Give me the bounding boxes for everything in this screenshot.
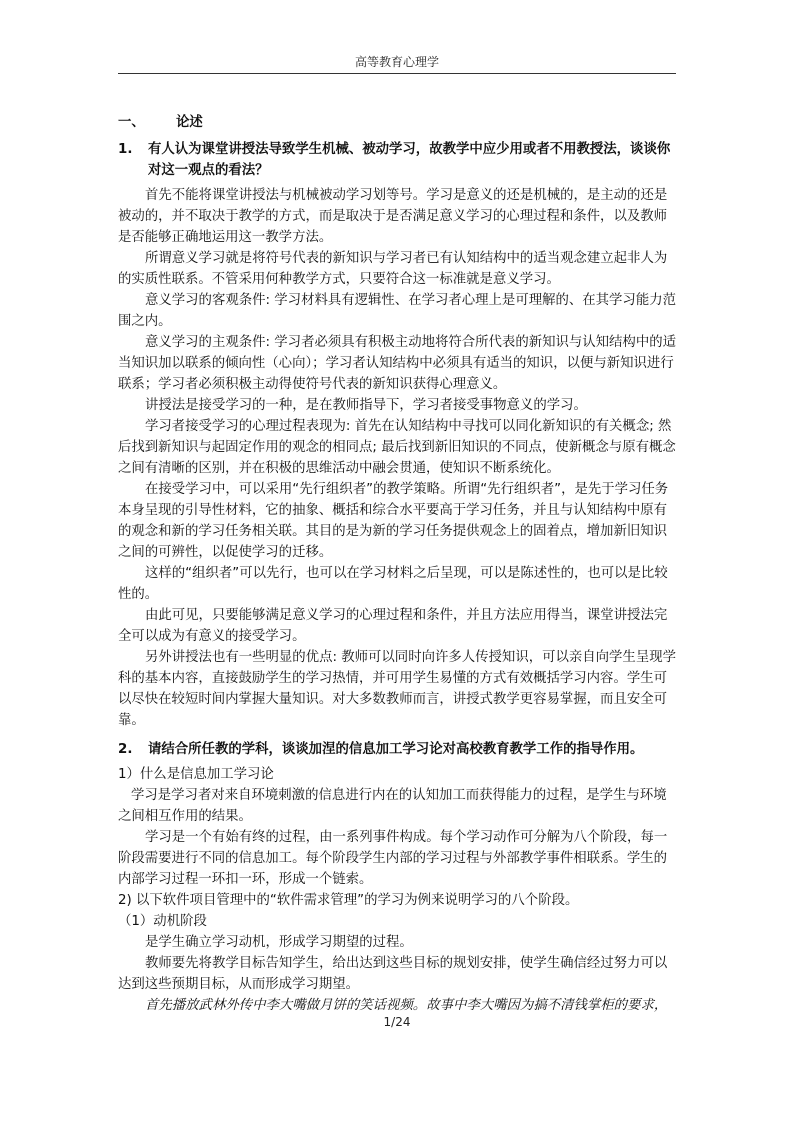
question-text: 有人认为课堂讲授法导致学生机械、被动学习，故教学中应少用或者不用教授法，谈谈你对这一观点的看法？ xyxy=(148,142,671,178)
paragraph: 这样的“组织者”可以先行，也可以在学习材料之后呈现，可以是陈述性的，也可以是比较性的。 xyxy=(118,566,668,602)
paragraph: 是学生确立学习动机，形成学习期望的过程。 xyxy=(145,935,413,950)
subheading: （1）动机阶段 xyxy=(118,914,207,929)
paragraph: 意义学习的主观条件: 学习者必须具有积极主动地将符合所代表的新知识与认知结构中的适当知识加以联系的倾向性（心向）；学习者认知结构中必须具有适当的知识，以便与新知识进行联系；学习者必须积极主动得使符号代表的新知识获得心理意义。 xyxy=(118,335,676,392)
subheading: 1）什么是信息加工学习论 xyxy=(118,767,274,782)
subheading: 2) 以下软件项目管理中的“软件需求管理”的学习为例来说明学习的八个阶段。 xyxy=(118,893,579,908)
question-1 xyxy=(118,139,676,181)
paragraph: 学习者接受学习的心理过程表现为: 首先在认知结构中寻找可以同化新知识的有关概念; 然后找到新知识与起固定作用的观念的相同点; 最后找到新旧知识的不同点，使新概念与原有概念之间有清晰的区别，并在积极的思维活动中融会贯通，使知识不断系统化。 xyxy=(118,419,676,476)
paragraph: 教师要先将教学目标告知学生，给出达到这些目标的规划安排，使学生确信经过努力可以达到这些预期目标，从而形成学习期望。 xyxy=(118,956,668,992)
paragraph: 另外讲授法也有一些明显的优点: 教师可以同时向许多人传授知识，可以亲自向学生呈现学科的基本内容，直接鼓励学生的学习热情，并可用学生易懂的方式有效概括学习内容。学生可以尽快在较短时间内掌握大量知识。对大多数教师而言，讲授式教学更容易掌握，而且安全可靠。 xyxy=(118,650,676,728)
paragraph: 在接受学习中，可以采用“先行组织者”的教学策略。所谓“先行组织者”，是先于学习任务本身呈现的引导性材料，它的抽象、概括和综合水平要高于学习任务，并且与认知结构中原有的观念和新的学习任务相关联。其目的是为新的学习任务提供观念上的固着点，增加新旧知识之间的可辨性，以促使学习的迁移。 xyxy=(118,482,669,560)
question-number: 1. xyxy=(118,142,133,157)
document-body xyxy=(118,112,676,1016)
question-2 xyxy=(118,739,676,760)
paragraph: 讲授法是接受学习的一种，是在教师指导下，学习者接受事物意义的学习。 xyxy=(145,398,587,413)
running-header: 高等教育心理学 xyxy=(354,55,439,69)
section-title: 论述 xyxy=(176,115,203,130)
paragraph: 学习是一个有始有终的过程，由一系列事件构成。每个学习动作可分解为八个阶段，每一阶段需要进行不同的信息加工。每个阶段学生内部的学习过程与外部教学事件相联系。学生的内部学习过程一环扣一环，形成一个链索。 xyxy=(118,830,668,887)
section-number: 一、 xyxy=(118,115,145,130)
section-heading xyxy=(118,112,676,133)
paragraph: 所谓意义学习就是将符号代表的新知识与学习者已有认知结构中的适当观念建立起非人为的实质性联系。不管采用何种教学方式，只要符合这一标准就是意义学习。 xyxy=(118,251,668,287)
paragraph: 学习是学习者对来自环境刺激的信息进行内在的认知加工而获得能力的过程，是学生与环境之间相互作用的结果。 xyxy=(118,788,667,824)
question-number: 2. xyxy=(118,742,133,757)
header-rule xyxy=(118,73,676,74)
paragraph: 首先不能将课堂讲授法与机械被动学习划等号。学习是意义的还是机械的，是主动的还是被动的，并不取决于教学的方式，而是取决于是否满足意义学习的心理过程和条件，以及教师是否能够正确地运用这一教学方法。 xyxy=(118,188,668,245)
question-text: 请结合所任教的学科，谈谈加涅的信息加工学习论对高校教育教学工作的指导作用。 xyxy=(148,742,644,757)
paragraph: 意义学习的客观条件: 学习材料具有逻辑性、在学习者心理上是可理解的、在其学习能力范围之内。 xyxy=(118,293,676,329)
italic-paragraph: 首先播放武林外传中李大嘴做月饼的笑话视频。故事中李大嘴因为搞不清钱掌柜的要求， xyxy=(145,998,668,1013)
paragraph: 由此可见，只要能够满足意义学习的心理过程和条件，并且方法应用得当，课堂讲授法完全可以成为有意义的接受学习。 xyxy=(118,608,668,644)
page-number: 1/24 xyxy=(383,1015,411,1029)
